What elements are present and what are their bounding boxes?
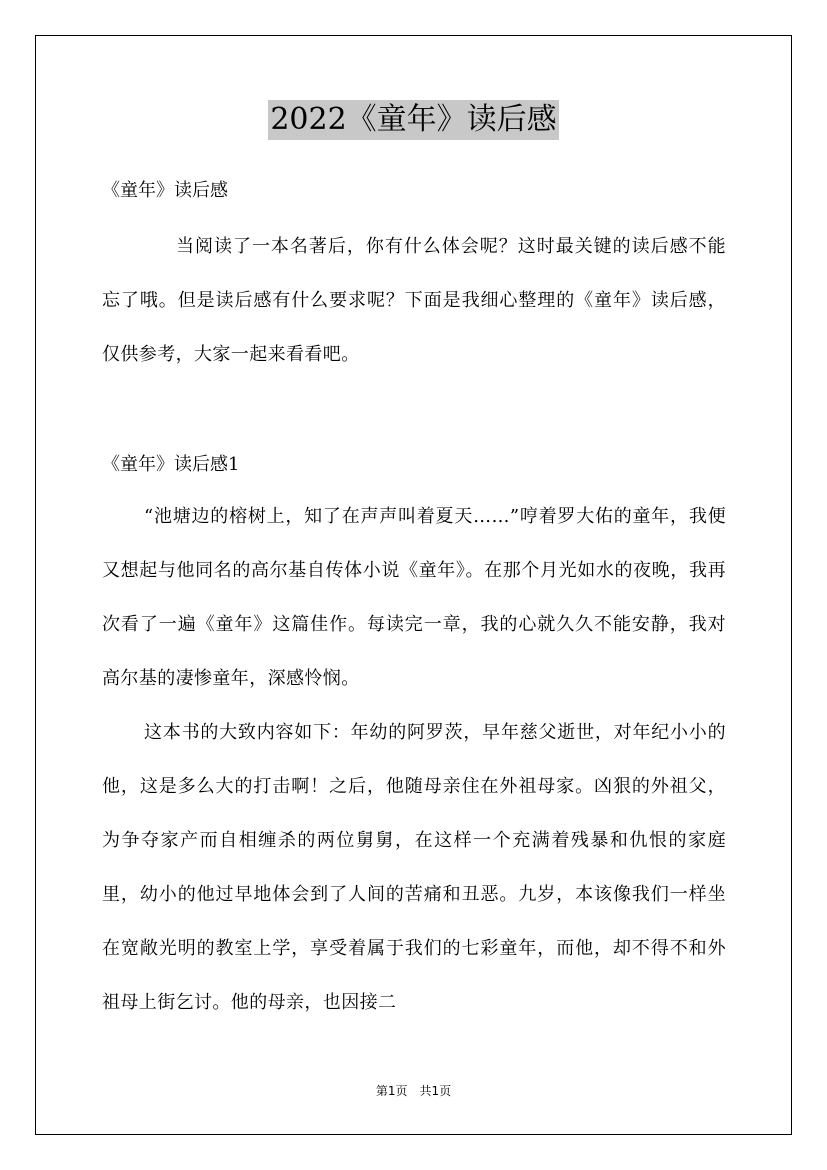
body-paragraph-1: “池塘边的榕树上，知了在声声叫着夏天……”哼着罗大佑的童年，我便又想起与他同名的高尔基自传体小说《童年》。在那个月光如水的夜晚，我再次看了一遍《童年》这篇佳作。每读完一章，我的心就久久不能安静，我对高尔基的凄惨童年，深感怜悯。 [102, 506, 726, 689]
section-heading: 《童年》读后感1 [102, 454, 240, 475]
subtitle-heading: 《童年》读后感 [102, 180, 228, 201]
body-paragraph-2: 这本书的大致内容如下：年幼的阿罗茨，早年慈父逝世，对年纪小小的他，这是多么大的打击啊！之后，他随母亲住在外祖母家。凶狠的外祖父，为争夺家产而自相缠杀的两位舅舅，在这样一个充满着残暴和仇恨的家庭里，幼小的他过早地体会到了人间的苦痛和丑恶。九岁，本该像我们一样坐在宽敞光明的教室上学，享受着属于我们的七彩童年，而他，却不得不和外祖母上街乞讨。他的母亲，也因接二 [102, 722, 726, 1013]
document-title [0, 100, 827, 140]
page-footer: 第1页 共1页 [375, 1084, 452, 1098]
intro-paragraph: 当阅读了一本名著后，你有什么体会呢？这时最关键的读后感不能忘了哦。但是读后感有什么要求呢？下面是我细心整理的《童年》读后感，仅供参考，大家一起来看看吧。 [102, 236, 726, 365]
title-text: 2022《童年》读后感 [268, 100, 558, 140]
